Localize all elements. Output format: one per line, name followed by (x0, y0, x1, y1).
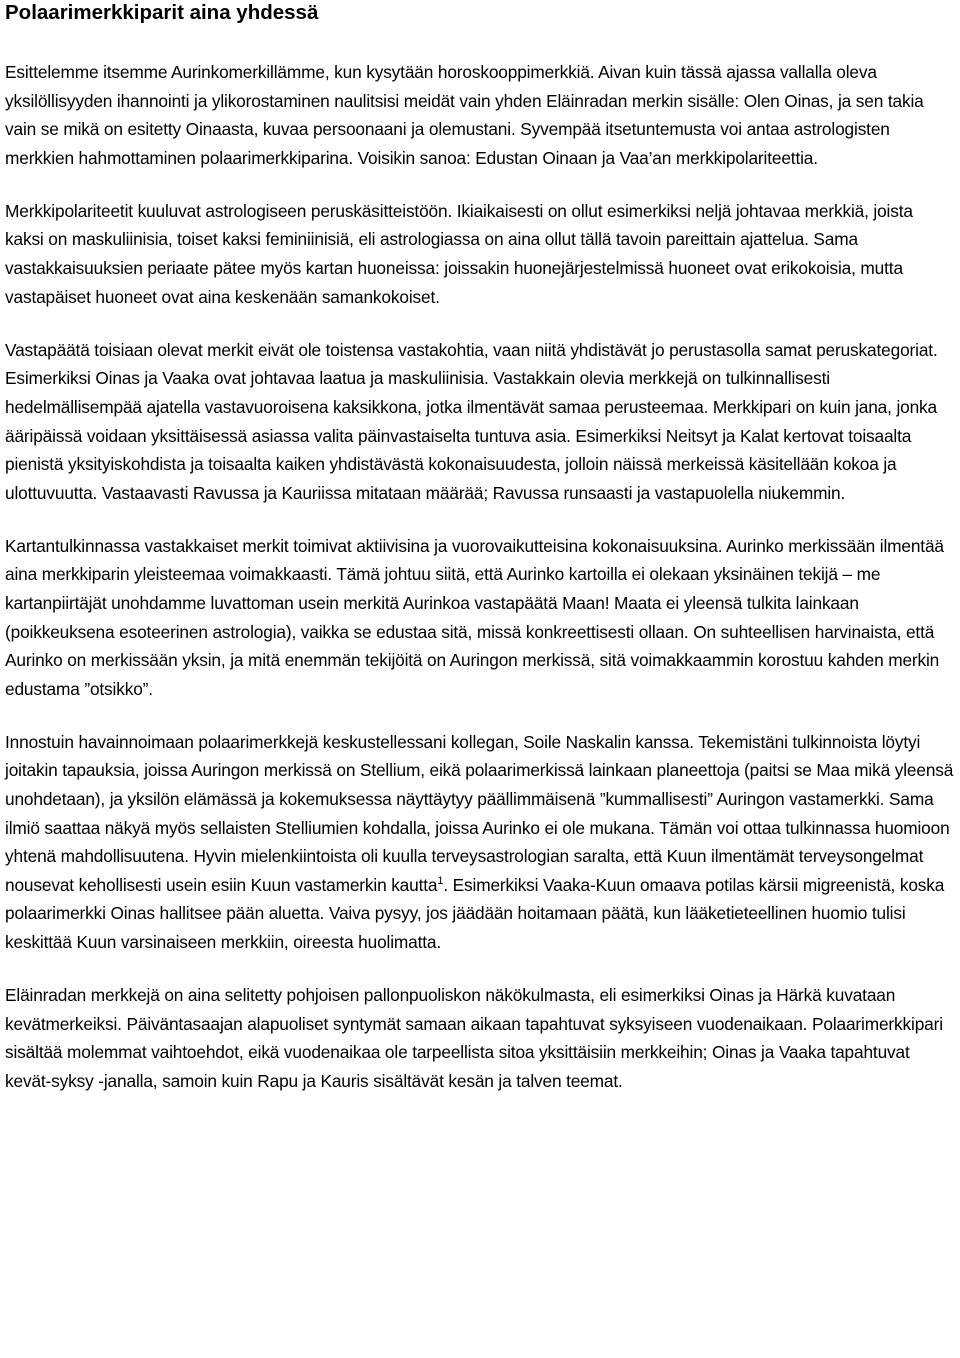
footnote-reference[interactable]: 1 (437, 874, 444, 887)
paragraph-intro: Esittelemme itsemme Aurinkomerkillämme, kun kysytään horoskooppimerkkiä. Aivan kuin tässä ajassa vallalla oleva yksilöllisyyden ihannointi ja ylikorostaminen naulitsisi meidät vain yhden Eläinradan merkin sisälle: Olen Oinas, ja sen takia vain se mikä on esitetty Oinaasta, kuvaa persoonaani ja olemustani. Syvempää itsetuntemusta voi antaa astrologisten merkkien hahmottaminen polaarimerkkiparina. Voisikin sanoa: Edustan Oinaan ja Vaa’an merkkipolariteettia. (5, 62, 924, 168)
paragraph-gap (5, 507, 955, 532)
paragraph-polarities: Merkkipolariteetit kuuluvat astrologiseen peruskäsitteistöön. Ikiaikaisesti on ollut esimerkiksi neljä johtavaa merkkiä, joista kaksi on maskuliinisia, toiset kaksi feminiinisiä, eli astrologiassa on aina ollut tällä tavoin pareittain ajattelua. Sama vastakkaisuuksien periaate pätee myös kartan huoneissa: joissakin huonejärjestelmissä huoneet ovat erikokoisia, mutta vastapäiset huoneet ovat aina keskenään samankokoiset. (5, 200, 913, 307)
paragraph-gap (5, 311, 955, 336)
paragraph-observations-continued: . Esimerkiksi Vaaka-Kuun omaava potilas kärsii migreenistä, koska polaarimerkki Oinas hallitsee pään aluetta. Vaiva pysyy, jos jäädään hoitamaan päätä, kun lääketieteellinen huomio tulisi keskittää Kuun varsinaiseen merkkiin, oireesta huolimatta. (5, 874, 945, 953)
paragraph-chart-interpretation: Kartantulkinnassa vastakkaiset merkit toimivat aktiivisina ja vuorovaikutteisina kokonaisuuksina. Aurinko merkissään ilmentää aina merkkiparin yleisteemaa voimakkaasti. Tämä johtuu siitä, että Aurinko kartoilla ei olekaan yksinäinen tekijä – me kartanpiirtäjät unohdamme luvattoman usein merkitä Aurinkoa vastapäätä Maan! Maata ei yleensä tulkita lainkaan (poikkeuksena esoteerinen astrologia), vaikka se edustaa sitä, missä konkreettisesti ollaan. On suhteellisen harvinaista, että Aurinko on merkissään yksin, ja mitä enemmän tekijöitä on Auringon merkissä, sitä voimakkaammin korostuu kahden merkin edustama ”otsikko”. (5, 535, 944, 699)
paragraph-gap (5, 957, 955, 982)
document-title: Polaarimerkkiparit aina yhdessä (5, 1, 319, 24)
paragraph-hemispheres: Eläinradan merkkejä on aina selitetty pohjoisen pallonpuoliskon näkökulmasta, eli esimerkiksi Oinas ja Härkä kuvataan kevätmerkeiksi. Päiväntasaajan alapuoliset syntymät samaan aikaan tapahtuvat syksyiseen vuodenaikaan. Polaarimerkkipari sisältää molemmat vaihtoehdot, eikä vuodenaikaa ole tarpeellista sitoa yksittäisiin merkkeihin; Oinas ja Vaaka tapahtuvat kevät-syksy -janalla, samoin kuin Rapu ja Kauris sisältävät kesän ja talven teemat. (5, 985, 943, 1091)
spacer (5, 26, 955, 58)
paragraph-gap (5, 703, 955, 728)
paragraph-observations-text: Innostuin havainnoimaan polaarimerkkejä keskustellessani kollegan, Soile Naskalin kanssa. Tekemistäni tulkinnoista löytyi joitakin tapauksia, joissa Auringon merkissä on Stellium, eikä polaarimerkissä lainkaan planeettoja (paitsi se Maa mikä yleensä unohdetaan), ja yksilön elämässä ja kokemuksessa näyttäytyy päällimmäisenä ”kummallisesti” Auringon vastamerkki. Sama ilmiö saattaa näkyä myös sellaisten Stelliumien kohdalla, joissa Aurinko ei ole mukana. Tämän voi ottaa tulkinnassa huomioon yhtenä mahdollisuutena. Hyvin mielenkiintoista oli kuulla terveysastrologian saralta, että Kuun ilmentämät terveysongelmat nousevat kehollisesti usein esiin Kuun vastamerkin kautta (5, 731, 954, 895)
paragraph-gap (5, 172, 955, 197)
paragraph-observations (5, 728, 955, 957)
paragraph-opposite-signs: Vastapäätä toisiaan olevat merkit eivät ole toistensa vastakohtia, vaan niitä yhdistävät jo perustasolla samat peruskategoriat. Esimerkiksi Oinas ja Vaaka ovat johtavaa laatua ja maskuliinisia. Vastakkain olevia merkkejä on tulkinnallisesti hedelmällisempää ajatella vastavuoroisena kaksikkona, jotka ilmentävät samaa perusteemaa. Merkkipari on kuin jana, jonka ääripäissä voidaan yksittäisessä asiassa valita päinvastaiselta tuntuva asia. Esimerkiksi Neitsyt ja Kalat kertovat toisaalta pienistä yksityiskohdista ja toisaalta kaiken yhdistävästä kokonaisuudesta, jolloin näissä merkeissä käsitellään kokoa ja ulottuvuutta. Vastaavasti Ravussa ja Kauriissa mitataan määrää; Ravussa runsaasti ja vastapuolella niukemmin. (5, 339, 938, 503)
document-page (5, 0, 955, 1096)
